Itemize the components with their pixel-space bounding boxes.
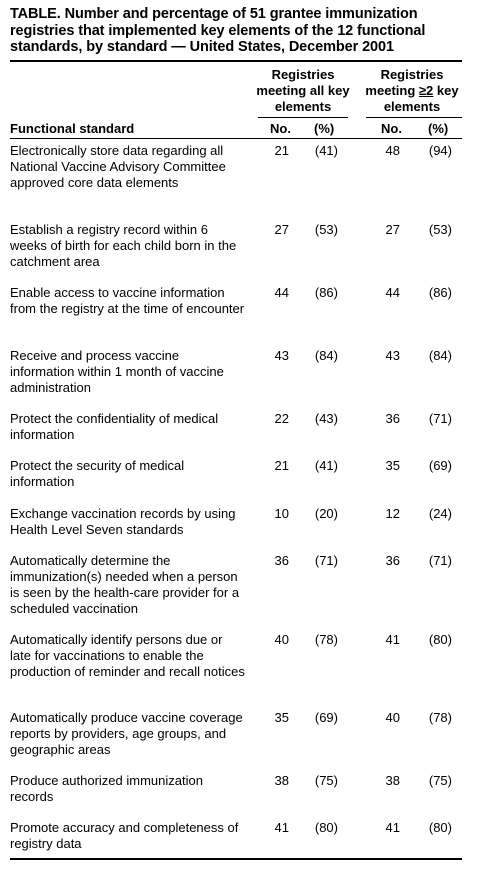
no-all-cell: 35: [274, 710, 289, 725]
standard-cell: Automatically determine the immunization(s) needed when a person is seen by the health-care provider for a scheduled vaccination: [10, 553, 240, 616]
no-all-cell: 21: [274, 458, 289, 473]
pct-all-cell: (84): [314, 348, 338, 363]
pct-two-cell: (24): [428, 506, 452, 521]
column-header-no-two: No.: [381, 121, 402, 136]
standard-cell: Protect the confidentiality of medical information: [10, 411, 219, 442]
no-all-cell: 38: [274, 773, 289, 788]
pct-all-cell: (69): [314, 710, 338, 725]
pct-two-cell: (69): [428, 458, 452, 473]
table-title: TABLE. Number and percentage of 51 grantee immunization registries that implemented key elements of the 12 functional standards, by standard — United States, December 2001: [10, 6, 426, 55]
no-two-cell: 41: [385, 632, 400, 647]
pct-all-cell: (43): [314, 411, 338, 426]
pct-all-cell: (41): [314, 458, 338, 473]
pct-all-cell: (75): [314, 773, 338, 788]
no-two-cell: 36: [385, 553, 400, 568]
ge-two-symbol: ≥2: [418, 83, 434, 98]
no-all-cell: 22: [274, 411, 289, 426]
standard-cell: Automatically produce vaccine coverage reports by providers, age groups, and geographic areas: [10, 710, 243, 757]
pct-all-cell: (71): [314, 553, 338, 568]
standard-cell: Automatically identify persons due or late for vaccinations to enable the production of reminder and recall notices: [10, 632, 245, 679]
group-rule-two: [366, 117, 462, 118]
no-two-cell: 35: [385, 458, 400, 473]
column-header-no-all: No.: [270, 121, 291, 136]
pct-two-cell: (78): [428, 710, 452, 725]
no-all-cell: 43: [274, 348, 289, 363]
column-header-functional-standard: Functional standard: [10, 121, 135, 136]
pct-all-cell: (80): [314, 820, 338, 835]
no-two-cell: 43: [385, 348, 400, 363]
standard-cell: Electronically store data regarding all National Vaccine Advisory Committee approved core data elements: [10, 143, 226, 190]
pct-two-cell: (71): [428, 553, 452, 568]
group-header-two: Registries meeting ≥2 key elements: [365, 67, 459, 114]
no-two-cell: 38: [385, 773, 400, 788]
pct-two-cell: (53): [428, 222, 452, 237]
no-two-cell: 27: [385, 222, 400, 237]
title-rule: [10, 60, 462, 62]
pct-two-cell: (86): [428, 285, 452, 300]
no-all-cell: 27: [274, 222, 289, 237]
bottom-rule: [10, 858, 462, 860]
standard-cell: Establish a registry record within 6 weeks of birth for each child born in the catchment area: [10, 222, 237, 269]
pct-two-cell: (80): [428, 820, 452, 835]
pct-two-cell: (84): [428, 348, 452, 363]
pct-two-cell: (75): [428, 773, 452, 788]
no-all-cell: 44: [274, 285, 289, 300]
no-all-cell: 41: [274, 820, 289, 835]
pct-all-cell: (86): [314, 285, 338, 300]
no-all-cell: 40: [274, 632, 289, 647]
no-two-cell: 44: [385, 285, 400, 300]
no-all-cell: 10: [274, 506, 289, 521]
standard-cell: Produce authorized immunization records: [10, 773, 203, 804]
no-two-cell: 40: [385, 710, 400, 725]
standard-cell: Enable access to vaccine information from the registry at the time of encounter: [10, 285, 245, 316]
pct-two-cell: (94): [428, 143, 452, 158]
pct-all-cell: (53): [314, 222, 338, 237]
standard-cell: Protect the security of medical information: [10, 458, 185, 489]
column-header-pct-two: (%): [428, 121, 449, 136]
header-rule: [10, 138, 462, 139]
no-two-cell: 48: [385, 143, 400, 158]
no-two-cell: 41: [385, 820, 400, 835]
pct-all-cell: (78): [314, 632, 338, 647]
group-header-all: Registries meeting all key elements: [256, 67, 350, 114]
pct-all-cell: (20): [314, 506, 338, 521]
group-rule-all: [258, 117, 348, 118]
pct-two-cell: (71): [428, 411, 452, 426]
standard-cell: Receive and process vaccine information within 1 month of vaccine administration: [10, 348, 224, 395]
pct-all-cell: (41): [314, 143, 338, 158]
standard-cell: Promote accuracy and completeness of registry data: [10, 820, 239, 851]
no-two-cell: 12: [385, 506, 400, 521]
no-all-cell: 36: [274, 553, 289, 568]
no-all-cell: 21: [274, 143, 289, 158]
standard-cell: Exchange vaccination records by using Health Level Seven standards: [10, 506, 236, 537]
pct-two-cell: (80): [428, 632, 452, 647]
column-header-pct-all: (%): [314, 121, 335, 136]
no-two-cell: 36: [385, 411, 400, 426]
